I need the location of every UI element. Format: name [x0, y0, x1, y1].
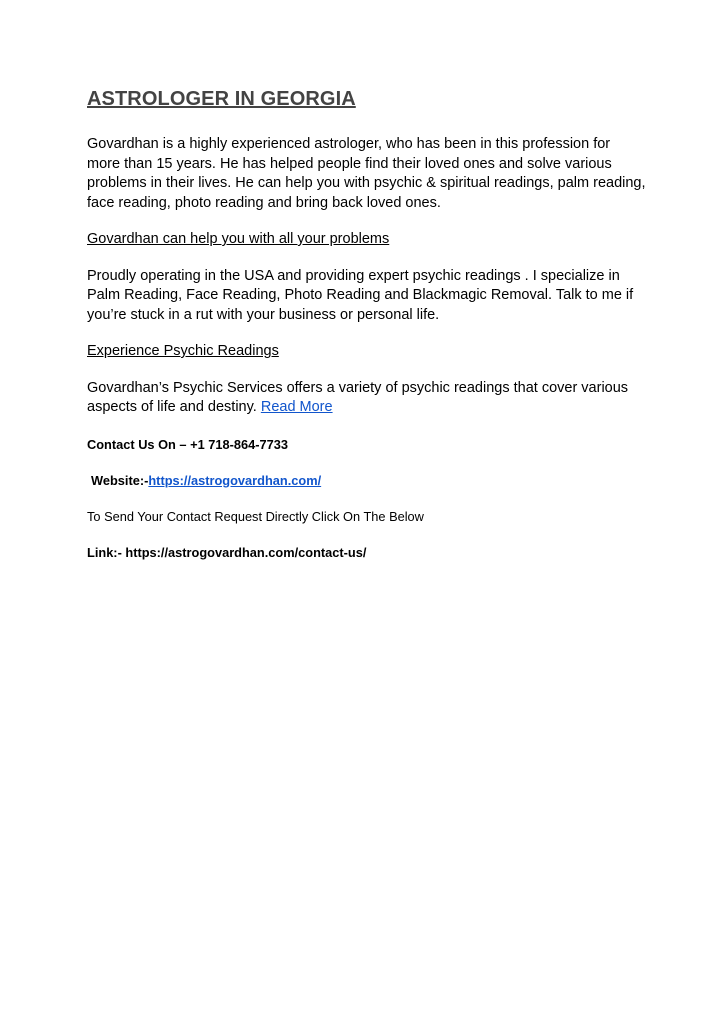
intro-paragraph: Govardhan is a highly experienced astrologer, who has been in this profession for more than 15 years. He has helped people find their loved ones and solve various problems in their lives. He can help you with psychic & spiritual readings, palm reading, face reading, photo reading and bring back loved ones. — [87, 136, 646, 211]
read-more-link[interactable]: Read More — [260, 399, 333, 415]
contact-request-text: To Send Your Contact Request Directly Click On The Below — [87, 508, 424, 524]
contact-phone: Contact Us On – +1 718-864-7733 — [87, 436, 288, 452]
services-paragraph — [87, 379, 647, 418]
website-label: Website:- — [91, 472, 149, 488]
page-title: ASTROLOGER IN GEORGIA — [87, 88, 356, 110]
section-heading-problems: Govardhan can help you with all your problems — [87, 231, 390, 247]
document-content — [87, 86, 647, 561]
contact-link-line: Link:- https://astrogovardhan.com/contact-us/ — [87, 544, 367, 560]
website-line — [87, 472, 647, 489]
section-heading-psychic-readings: Experience Psychic Readings — [87, 343, 279, 359]
operating-paragraph: Proudly operating in the USA and providing expert psychic readings . I specialize in Palm Reading, Face Reading, Photo Reading and Blackmagic Removal. Talk to me if you’re stuck in a rut with your business or personal life. — [87, 267, 634, 323]
services-text: Govardhan’s Psychic Services offers a variety of psychic readings that cover various aspects of life and destiny. — [87, 379, 629, 415]
website-link[interactable]: https://astrogovardhan.com/ — [148, 472, 322, 488]
